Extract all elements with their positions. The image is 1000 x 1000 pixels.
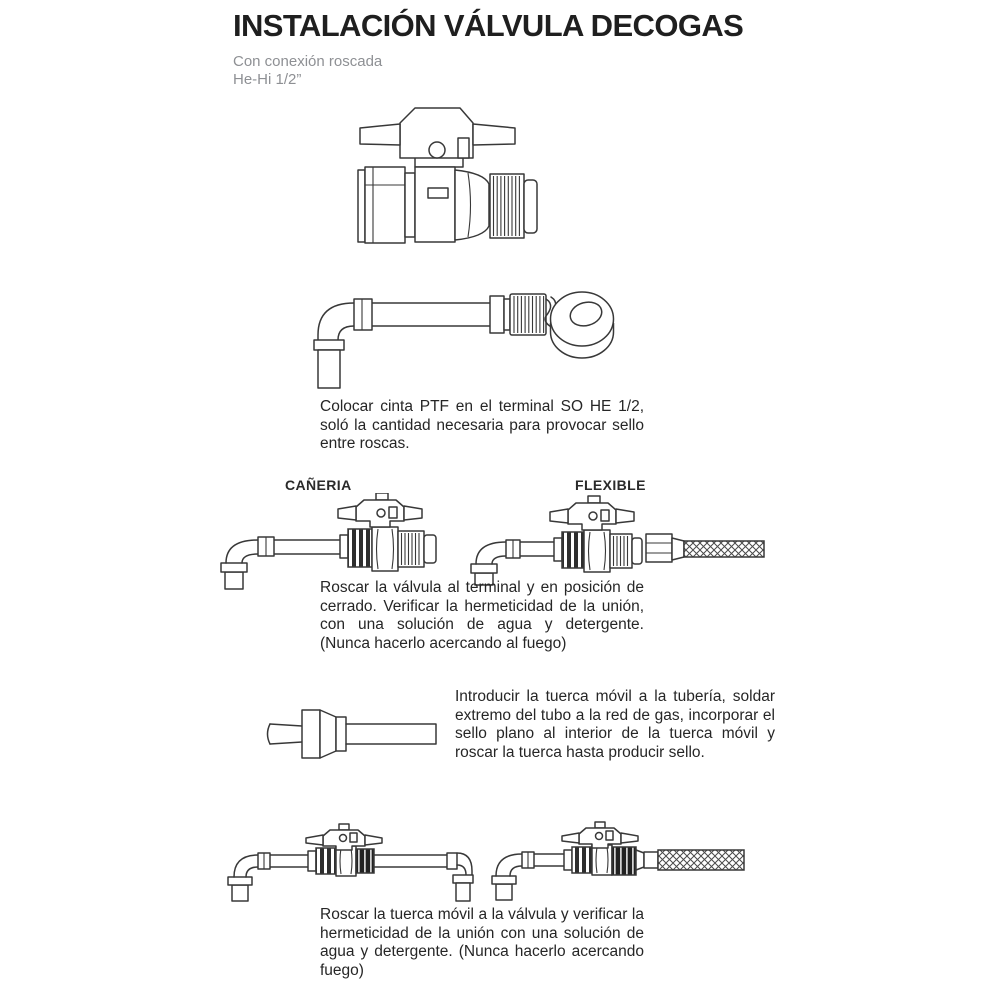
figure-tape-terminal [298, 285, 620, 393]
figure-flexible-valve [462, 494, 768, 586]
figure-pipe-assembly [222, 817, 474, 905]
label-caneria: CAÑERIA [285, 477, 352, 493]
header [233, 8, 743, 89]
figure-valve-front [352, 100, 547, 248]
ball-valve-side [550, 496, 642, 572]
ball-valve-side [306, 824, 382, 876]
elbow-pipe [314, 299, 490, 388]
ptfe-tape-roll [545, 292, 613, 358]
flexible-hose [646, 534, 764, 562]
figure-flexible-assembly [484, 814, 746, 908]
ball-valve-front [358, 108, 537, 243]
step-4-text: Roscar la tuerca móvil a la válvula y verificar la hermeticidad de la unión con una solución de agua y detergente. (Nunca hacerlo acercando fuego) [320, 906, 644, 979]
figure-pipe-valve [212, 493, 448, 591]
movable-nut-pipe [268, 710, 437, 758]
left-elbow [228, 853, 308, 901]
flexible-hose [612, 847, 744, 875]
subtitle-spec: He-Hi 1/2” [233, 71, 302, 88]
left-elbow [492, 852, 564, 900]
subtitle-connection: Con conexión roscada [233, 53, 383, 70]
ball-valve-side [338, 493, 436, 571]
label-flexible: FLEXIBLE [575, 477, 646, 493]
page-title: INSTALACIÓN VÁLVULA DECOGAS [233, 8, 744, 43]
step-1-text: Colocar cinta PTF en el terminal SO HE 1/2, soló la cantidad necesaria para provocar sello entre roscas. [320, 398, 644, 452]
threaded-terminal [490, 294, 546, 335]
step-3-text: Introducir la tuerca móvil a la tubería, soldar extremo del tubo a la red de gas, incorporar el sello plano al interior de la tuerca móvil y roscar la tuerca hasta producir sello. [455, 688, 775, 761]
figure-movable-nut [260, 704, 438, 766]
right-elbow [374, 853, 473, 901]
step-2-text: Roscar la válvula al terminal y en posición de cerrado. Verificar la hermeticidad de la unión, con una solución de agua y detergente. (Nunca hacerlo acercando al fuego) [320, 579, 644, 652]
